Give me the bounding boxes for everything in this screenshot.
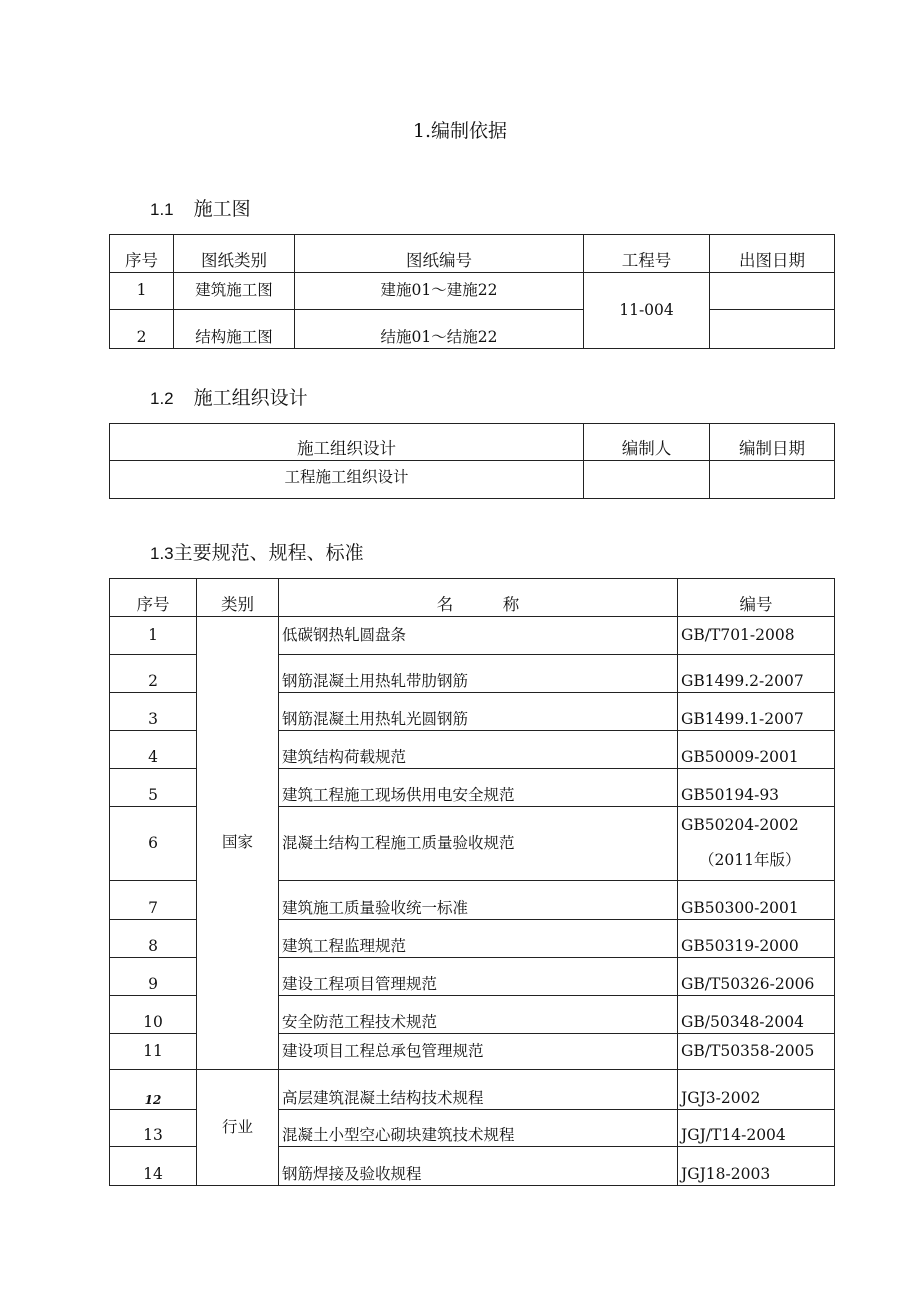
section-number: 1.3 <box>150 544 174 563</box>
section-title: 施工图 <box>193 198 251 220</box>
header-cell: 图纸编号 <box>295 235 584 273</box>
standard-name: 高层建筑混凝土结构技术规程 <box>279 1070 678 1110</box>
table-row <box>110 617 835 655</box>
standard-name: 建筑工程监理规范 <box>279 920 678 958</box>
section-heading-1-3 <box>150 538 364 565</box>
row-number: 9 <box>110 958 197 996</box>
issue-date <box>710 310 835 349</box>
header-cell: 编制日期 <box>710 424 835 461</box>
standard-name: 安全防范工程技术规范 <box>279 996 678 1034</box>
project-number: 11-004 <box>584 273 710 349</box>
standard-code: GB50009-2001 <box>678 731 835 769</box>
standard-name: 混凝土小型空心砌块建筑技术规程 <box>279 1110 678 1147</box>
page-title: 1.编制依据 <box>412 120 508 142</box>
standard-name: 混凝土结构工程施工质量验收规范 <box>279 807 678 881</box>
header-cell: 序号 <box>110 235 174 273</box>
header-cell: 工程号 <box>584 235 710 273</box>
row-number: 3 <box>110 693 197 731</box>
row-number: 14 <box>110 1147 197 1186</box>
standard-code-cell <box>678 807 835 881</box>
row-number: 13 <box>110 1110 197 1147</box>
standard-code: GB/T701-2008 <box>678 617 835 655</box>
issue-date <box>710 273 835 310</box>
row-number: 10 <box>110 996 197 1034</box>
table-row <box>110 1070 835 1110</box>
standard-code: GB1499.1-2007 <box>678 693 835 731</box>
standard-code: GB50300-2001 <box>678 881 835 920</box>
standard-code: JGJ3-2002 <box>678 1070 835 1110</box>
standard-code: JGJ/T14-2004 <box>678 1110 835 1147</box>
header-cell: 施工组织设计 <box>110 424 584 461</box>
org-design-name: 工程施工组织设计 <box>110 461 584 499</box>
standard-code: JGJ18-2003 <box>678 1147 835 1186</box>
section-heading-1-1 <box>150 194 251 221</box>
drawing-code: 建施01～建施22 <box>295 273 584 310</box>
drawing-category: 结构施工图 <box>174 310 295 349</box>
drawing-code: 结施01～结施22 <box>295 310 584 349</box>
section-title: 施工组织设计 <box>193 387 308 409</box>
header-cell: 类别 <box>197 579 279 617</box>
row-number: 5 <box>110 769 197 807</box>
standard-name: 建设工程项目管理规范 <box>279 958 678 996</box>
standard-code: GB50204-2002 <box>681 816 799 835</box>
drawings-table <box>109 234 835 349</box>
row-number: 1 <box>110 273 174 310</box>
drawing-category: 建筑施工图 <box>174 273 295 310</box>
section-title: 主要规范、规程、标准 <box>173 542 364 564</box>
standard-code: GB/T50358-2005 <box>678 1034 835 1070</box>
compile-date <box>710 461 835 499</box>
standard-name: 钢筋焊接及验收规程 <box>279 1147 678 1186</box>
row-number: 1 <box>110 617 197 655</box>
category-national: 国家 <box>197 617 279 1070</box>
standard-name: 建设项目工程总承包管理规范 <box>279 1034 678 1070</box>
row-number: 7 <box>110 881 197 920</box>
author <box>584 461 710 499</box>
section-number: 1.1 <box>150 200 174 219</box>
row-number: 2 <box>110 655 197 693</box>
standard-code: GB/50348-2004 <box>678 996 835 1034</box>
header-cell: 出图日期 <box>710 235 835 273</box>
standard-name: 低碳钢热轧圆盘条 <box>279 617 678 655</box>
standard-code: GB/T50326-2006 <box>678 958 835 996</box>
row-number: 4 <box>110 731 197 769</box>
row-number: 12 <box>110 1070 197 1110</box>
category-industry: 行业 <box>197 1070 279 1186</box>
standard-code: GB50319-2000 <box>678 920 835 958</box>
standard-code: GB1499.2-2007 <box>678 655 835 693</box>
header-cell: 图纸类别 <box>174 235 295 273</box>
standard-name: 建筑施工质量验收统一标准 <box>279 881 678 920</box>
row-number: 2 <box>110 310 174 349</box>
section-heading-1-2 <box>150 383 308 410</box>
header-cell: 编制人 <box>584 424 710 461</box>
header-cell: 名 称 <box>279 579 678 617</box>
standards-table <box>109 578 835 1186</box>
header-cell: 编号 <box>678 579 835 617</box>
header-cell: 序号 <box>110 579 197 617</box>
standard-name: 钢筋混凝土用热轧带肋钢筋 <box>279 655 678 693</box>
standard-name: 建筑工程施工现场供用电安全规范 <box>279 769 678 807</box>
standard-code: GB50194-93 <box>678 769 835 807</box>
row-number: 6 <box>110 807 197 881</box>
row-number: 11 <box>110 1034 197 1070</box>
standard-name: 建筑结构荷载规范 <box>279 731 678 769</box>
standard-code-edition: （2011年版） <box>699 851 801 869</box>
section-number: 1.2 <box>150 389 174 408</box>
row-number: 8 <box>110 920 197 958</box>
standard-name: 钢筋混凝土用热轧光圆钢筋 <box>279 693 678 731</box>
construction-org-table <box>109 423 835 499</box>
